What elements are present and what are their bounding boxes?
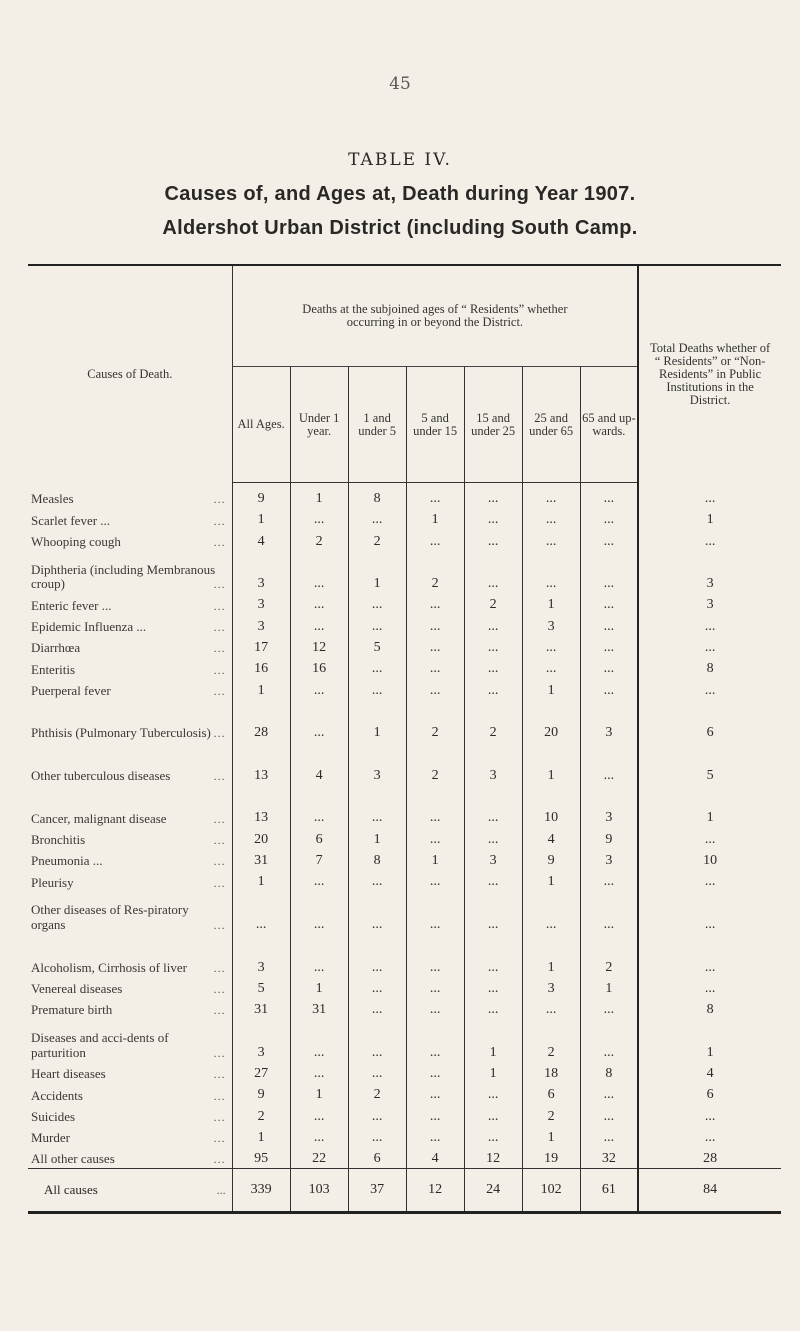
age-count-cell: ... [348, 870, 406, 891]
age-header-all-ages: All Ages. [232, 367, 290, 483]
age-count-cell: 20 [232, 827, 290, 848]
cause-cell: Other diseases of Res-piratory organs ... [31, 902, 226, 933]
age-count-cell: 3 [522, 977, 580, 998]
age-count-cell: 8 [348, 849, 406, 870]
age-count-cell: 4 [406, 1147, 464, 1168]
age-count-cell: ... [464, 1104, 522, 1125]
age-count-cell: ... [522, 529, 580, 550]
age-count-cell: ... [464, 483, 522, 509]
total-cell: 24 [464, 1168, 522, 1212]
ages-group-header: Deaths at the subjoined ages of “ Residents” whether occurring in or beyond the District. [232, 265, 638, 367]
table-row [28, 1147, 781, 1168]
age-count-cell: 1 [232, 678, 290, 699]
table-row [28, 785, 781, 828]
age-count-cell: ... [348, 678, 406, 699]
table-row [28, 657, 781, 678]
age-count-cell: 2 [348, 1083, 406, 1104]
age-count-cell: ... [464, 1083, 522, 1104]
age-count-cell: ... [348, 508, 406, 529]
age-count-cell: 4 [290, 742, 348, 785]
cause-cell: Venereal diseases ... [31, 981, 226, 997]
age-count-cell: 95 [232, 1147, 290, 1168]
total-institutions-cell: ... [638, 483, 781, 509]
age-count-cell: 1 [348, 551, 406, 594]
age-count-cell: ... [580, 551, 638, 594]
table-row [28, 700, 781, 743]
age-count-cell: 2 [464, 700, 522, 743]
age-count-cell: 2 [464, 593, 522, 614]
age-count-cell: 9 [522, 849, 580, 870]
age-count-cell: 1 [522, 593, 580, 614]
age-count-cell: ... [290, 1062, 348, 1083]
age-count-cell: ... [464, 785, 522, 828]
age-count-cell: 3 [464, 742, 522, 785]
total-cell: 12 [406, 1168, 464, 1212]
age-count-cell: ... [290, 593, 348, 614]
total-institutions-cell: 10 [638, 849, 781, 870]
total-institutions-cell: ... [638, 977, 781, 998]
age-count-cell: 3 [348, 742, 406, 785]
age-count-cell: ... [348, 785, 406, 828]
age-count-cell: 13 [232, 785, 290, 828]
total-institutions-cell: 1 [638, 785, 781, 828]
age-count-cell: 3 [232, 1019, 290, 1062]
cause-cell: Enteritis ... [31, 661, 226, 677]
age-count-cell: ... [464, 977, 522, 998]
age-count-cell: ... [232, 891, 290, 934]
table-row [28, 1019, 781, 1062]
age-count-cell: 16 [232, 657, 290, 678]
age-count-cell: ... [406, 785, 464, 828]
age-count-cell: ... [406, 1083, 464, 1104]
age-count-cell: ... [348, 934, 406, 977]
age-count-cell: ... [464, 657, 522, 678]
age-count-cell: 10 [522, 785, 580, 828]
age-count-cell: ... [348, 1019, 406, 1062]
age-count-cell: 19 [522, 1147, 580, 1168]
age-count-cell: 1 [290, 483, 348, 509]
table-row [28, 678, 781, 699]
age-count-cell: 5 [348, 636, 406, 657]
age-count-cell: 4 [232, 529, 290, 550]
age-count-cell: ... [464, 870, 522, 891]
cause-cell: Diarrhœa ... [31, 640, 226, 656]
age-count-cell: 4 [522, 827, 580, 848]
age-count-cell: 28 [232, 700, 290, 743]
age-count-cell: ... [406, 529, 464, 550]
age-count-cell: ... [580, 529, 638, 550]
age-count-cell: 1 [232, 870, 290, 891]
age-count-cell: 12 [290, 636, 348, 657]
cause-cell: Phthisis (Pulmonary Tuberculosis) ... [31, 725, 226, 741]
age-count-cell: 2 [406, 742, 464, 785]
age-count-cell: ... [580, 1126, 638, 1147]
total-institutions-cell: 6 [638, 1083, 781, 1104]
age-header-25-65: 25 and under 65 [522, 367, 580, 483]
total-institutions-cell: 8 [638, 998, 781, 1019]
age-count-cell: 1 [522, 742, 580, 785]
age-count-cell: ... [580, 657, 638, 678]
age-count-cell: 7 [290, 849, 348, 870]
table-row [28, 636, 781, 657]
age-count-cell: 6 [290, 827, 348, 848]
age-count-cell: 1 [232, 1126, 290, 1147]
total-cell: 102 [522, 1168, 580, 1212]
table-label: TABLE IV. [348, 150, 452, 170]
age-count-cell: ... [580, 614, 638, 635]
age-count-cell: ... [464, 614, 522, 635]
cause-cell: Murder ... [31, 1130, 226, 1146]
age-count-cell: ... [522, 508, 580, 529]
total-institutions-cell: 3 [638, 551, 781, 594]
total-institutions-cell: 1 [638, 508, 781, 529]
age-count-cell: 1 [522, 870, 580, 891]
totals-label: All causes ... [28, 1168, 232, 1212]
cause-cell: Pneumonia ... ... [31, 853, 226, 869]
cause-cell: Alcoholism, Cirrhosis of liver ... [31, 959, 226, 975]
table-row [28, 508, 781, 529]
age-count-cell: 6 [522, 1083, 580, 1104]
age-count-cell: 3 [580, 785, 638, 828]
age-count-cell: 13 [232, 742, 290, 785]
age-count-cell: ... [464, 891, 522, 934]
cause-cell: Accidents ... [31, 1087, 226, 1103]
table-row [28, 551, 781, 594]
age-count-cell: ... [580, 891, 638, 934]
age-count-cell: ... [406, 891, 464, 934]
total-institutions-cell: 3 [638, 593, 781, 614]
age-count-cell: ... [290, 1104, 348, 1125]
age-count-cell: ... [522, 636, 580, 657]
age-count-cell: 1 [406, 849, 464, 870]
age-count-cell: 2 [522, 1019, 580, 1062]
age-count-cell: ... [406, 998, 464, 1019]
table-row [28, 827, 781, 848]
age-count-cell: ... [464, 551, 522, 594]
age-count-cell: ... [406, 827, 464, 848]
age-count-cell: ... [290, 934, 348, 977]
age-count-cell: ... [290, 870, 348, 891]
total-institutions-cell: ... [638, 614, 781, 635]
age-count-cell: 3 [522, 614, 580, 635]
age-count-cell: 31 [232, 998, 290, 1019]
age-count-cell: 2 [348, 529, 406, 550]
table-row [28, 1062, 781, 1083]
age-count-cell: ... [464, 1126, 522, 1147]
table-row [28, 849, 781, 870]
age-count-cell: ... [290, 508, 348, 529]
age-count-cell: 1 [522, 934, 580, 977]
age-count-cell: 20 [522, 700, 580, 743]
age-count-cell: 3 [580, 700, 638, 743]
age-count-cell: ... [290, 614, 348, 635]
age-count-cell: 1 [522, 678, 580, 699]
age-header-1-5: 1 and under 5 [348, 367, 406, 483]
age-count-cell: ... [290, 785, 348, 828]
age-count-cell: ... [406, 678, 464, 699]
age-count-cell: ... [522, 657, 580, 678]
age-count-cell: 31 [232, 849, 290, 870]
total-institutions-cell: ... [638, 891, 781, 934]
cause-cell: Puerperal fever ... [31, 682, 226, 698]
age-count-cell: ... [464, 636, 522, 657]
age-count-cell: ... [464, 529, 522, 550]
age-count-cell: 1 [348, 827, 406, 848]
age-count-cell: ... [406, 1104, 464, 1125]
table-row [28, 934, 781, 977]
age-count-cell: 8 [580, 1062, 638, 1083]
age-count-cell: ... [580, 1104, 638, 1125]
table-row [28, 998, 781, 1019]
total-institutions-cell: 28 [638, 1147, 781, 1168]
total-institutions-cell: ... [638, 636, 781, 657]
age-count-cell: 16 [290, 657, 348, 678]
age-count-cell: 1 [406, 508, 464, 529]
age-count-cell: 1 [522, 1126, 580, 1147]
age-count-cell: 17 [232, 636, 290, 657]
cause-cell: Premature birth ... [31, 1002, 226, 1018]
mortality-table [28, 264, 781, 1214]
cause-cell: Other tuberculous diseases ... [31, 768, 226, 784]
age-count-cell: ... [406, 870, 464, 891]
age-count-cell: 9 [580, 827, 638, 848]
age-count-cell: 32 [580, 1147, 638, 1168]
total-cell: 339 [232, 1168, 290, 1212]
age-count-cell: ... [406, 934, 464, 977]
totals-row [28, 1168, 781, 1212]
age-count-cell: ... [464, 934, 522, 977]
table-row [28, 614, 781, 635]
cause-cell: Whooping cough ... [31, 533, 226, 549]
age-count-cell: ... [290, 700, 348, 743]
age-count-cell: ... [406, 614, 464, 635]
age-count-cell: ... [348, 593, 406, 614]
age-count-cell: 3 [580, 849, 638, 870]
age-count-cell: 3 [232, 551, 290, 594]
age-count-cell: 2 [580, 934, 638, 977]
age-count-cell: 6 [348, 1147, 406, 1168]
age-count-cell: ... [522, 483, 580, 509]
total-institutions-cell: 4 [638, 1062, 781, 1083]
age-count-cell: 1 [232, 508, 290, 529]
age-count-cell: 3 [232, 934, 290, 977]
table-row [28, 1126, 781, 1147]
age-count-cell: ... [290, 1019, 348, 1062]
age-count-cell: ... [580, 678, 638, 699]
total-institutions-cell: ... [638, 1126, 781, 1147]
age-count-cell: ... [348, 1126, 406, 1147]
page-number: 45 [389, 74, 411, 94]
cause-cell: Measles ... [31, 491, 226, 507]
age-count-cell: ... [464, 678, 522, 699]
age-count-cell: 1 [348, 700, 406, 743]
table-row [28, 529, 781, 550]
age-count-cell: 8 [348, 483, 406, 509]
age-count-cell: 1 [580, 977, 638, 998]
age-count-cell: 12 [464, 1147, 522, 1168]
age-count-cell: ... [406, 1126, 464, 1147]
total-institutions-cell: ... [638, 870, 781, 891]
total-institutions-cell: 1 [638, 1019, 781, 1062]
age-count-cell: ... [348, 614, 406, 635]
age-count-cell: ... [580, 508, 638, 529]
age-count-cell: ... [348, 977, 406, 998]
cause-cell: Scarlet fever ... ... [31, 512, 226, 528]
cause-cell: Heart diseases ... [31, 1066, 226, 1082]
age-count-cell: 2 [232, 1104, 290, 1125]
total-institutions-cell: ... [638, 827, 781, 848]
age-count-cell: ... [580, 1083, 638, 1104]
age-count-cell: ... [348, 1104, 406, 1125]
age-count-cell: ... [522, 891, 580, 934]
cause-cell: Pleurisy ... [31, 874, 226, 890]
age-count-cell: ... [406, 636, 464, 657]
total-cell: 37 [348, 1168, 406, 1212]
table-row [28, 742, 781, 785]
age-count-cell: ... [464, 998, 522, 1019]
cause-cell: Suicides ... [31, 1108, 226, 1124]
age-count-cell: ... [290, 551, 348, 594]
age-count-cell: ... [406, 483, 464, 509]
age-count-cell: 2 [406, 551, 464, 594]
age-count-cell: 9 [232, 483, 290, 509]
age-count-cell: 1 [290, 1083, 348, 1104]
age-count-cell: ... [290, 891, 348, 934]
age-count-cell: ... [580, 483, 638, 509]
age-count-cell: ... [406, 593, 464, 614]
table-row [28, 483, 781, 509]
age-count-cell: ... [348, 891, 406, 934]
age-count-cell: ... [464, 827, 522, 848]
age-count-cell: ... [522, 551, 580, 594]
age-count-cell: ... [290, 678, 348, 699]
table-row [28, 870, 781, 891]
age-count-cell: ... [290, 1126, 348, 1147]
age-count-cell: ... [464, 508, 522, 529]
cause-column-header: Causes of Death. [28, 265, 232, 483]
age-count-cell: 27 [232, 1062, 290, 1083]
age-header-65-up: 65 and up-wards. [580, 367, 638, 483]
table-row [28, 1083, 781, 1104]
age-count-cell: ... [522, 998, 580, 1019]
age-count-cell: 18 [522, 1062, 580, 1083]
table-row [28, 1104, 781, 1125]
cause-cell: All other causes ... [31, 1150, 226, 1166]
age-count-cell: ... [580, 870, 638, 891]
cause-cell: Epidemic Influenza ... ... [31, 618, 226, 634]
age-count-cell: 3 [464, 849, 522, 870]
total-cell: 61 [580, 1168, 638, 1212]
table-heading: Causes of, and Ages at, Death during Year 1907. [164, 183, 636, 205]
age-count-cell: 1 [290, 977, 348, 998]
age-count-cell: ... [406, 657, 464, 678]
age-count-cell: ... [580, 1019, 638, 1062]
age-count-cell: 2 [290, 529, 348, 550]
age-count-cell: 31 [290, 998, 348, 1019]
table-row [28, 891, 781, 934]
total-institutions-cell: ... [638, 934, 781, 977]
table-subheading: Aldershot Urban District (including South Camp. [162, 217, 638, 239]
age-count-cell: ... [580, 636, 638, 657]
age-count-cell: ... [580, 593, 638, 614]
age-count-cell: 3 [232, 614, 290, 635]
age-header-5-15: 5 and under 15 [406, 367, 464, 483]
total-institutions-cell: ... [638, 678, 781, 699]
cause-cell: Diphtheria (including Membranous croup) ... [31, 561, 226, 592]
age-count-cell: ... [406, 1062, 464, 1083]
cause-cell: Cancer, malignant disease ... [31, 810, 226, 826]
age-count-cell: 2 [522, 1104, 580, 1125]
age-count-cell: ... [348, 1062, 406, 1083]
age-count-cell: 22 [290, 1147, 348, 1168]
total-institutions-cell: ... [638, 529, 781, 550]
table-row [28, 977, 781, 998]
cause-cell: Bronchitis ... [31, 831, 226, 847]
total-institutions-cell: 5 [638, 742, 781, 785]
age-count-cell: 1 [464, 1062, 522, 1083]
age-count-cell: ... [348, 998, 406, 1019]
age-count-cell: ... [580, 998, 638, 1019]
age-count-cell: 2 [406, 700, 464, 743]
cause-cell: Diseases and acci-dents of parturition ... [31, 1030, 226, 1060]
cause-cell: Enteric fever ... ... [31, 597, 226, 613]
age-count-cell: 1 [464, 1019, 522, 1062]
age-count-cell: ... [406, 1019, 464, 1062]
age-count-cell: ... [406, 977, 464, 998]
age-count-cell: 5 [232, 977, 290, 998]
age-header-15-25: 15 and under 25 [464, 367, 522, 483]
age-header-under-1: Under 1 year. [290, 367, 348, 483]
total-cell: 84 [638, 1168, 781, 1212]
age-count-cell: ... [580, 742, 638, 785]
age-count-cell: 3 [232, 593, 290, 614]
total-institutions-cell: 8 [638, 657, 781, 678]
total-cell: 103 [290, 1168, 348, 1212]
age-count-cell: ... [348, 657, 406, 678]
table-row [28, 593, 781, 614]
age-count-cell: 9 [232, 1083, 290, 1104]
total-deaths-header: Total Deaths whether of “ Residents” or “Non-Residents” in Public Institutions in the District. [638, 265, 781, 483]
total-institutions-cell: ... [638, 1104, 781, 1125]
total-institutions-cell: 6 [638, 700, 781, 743]
